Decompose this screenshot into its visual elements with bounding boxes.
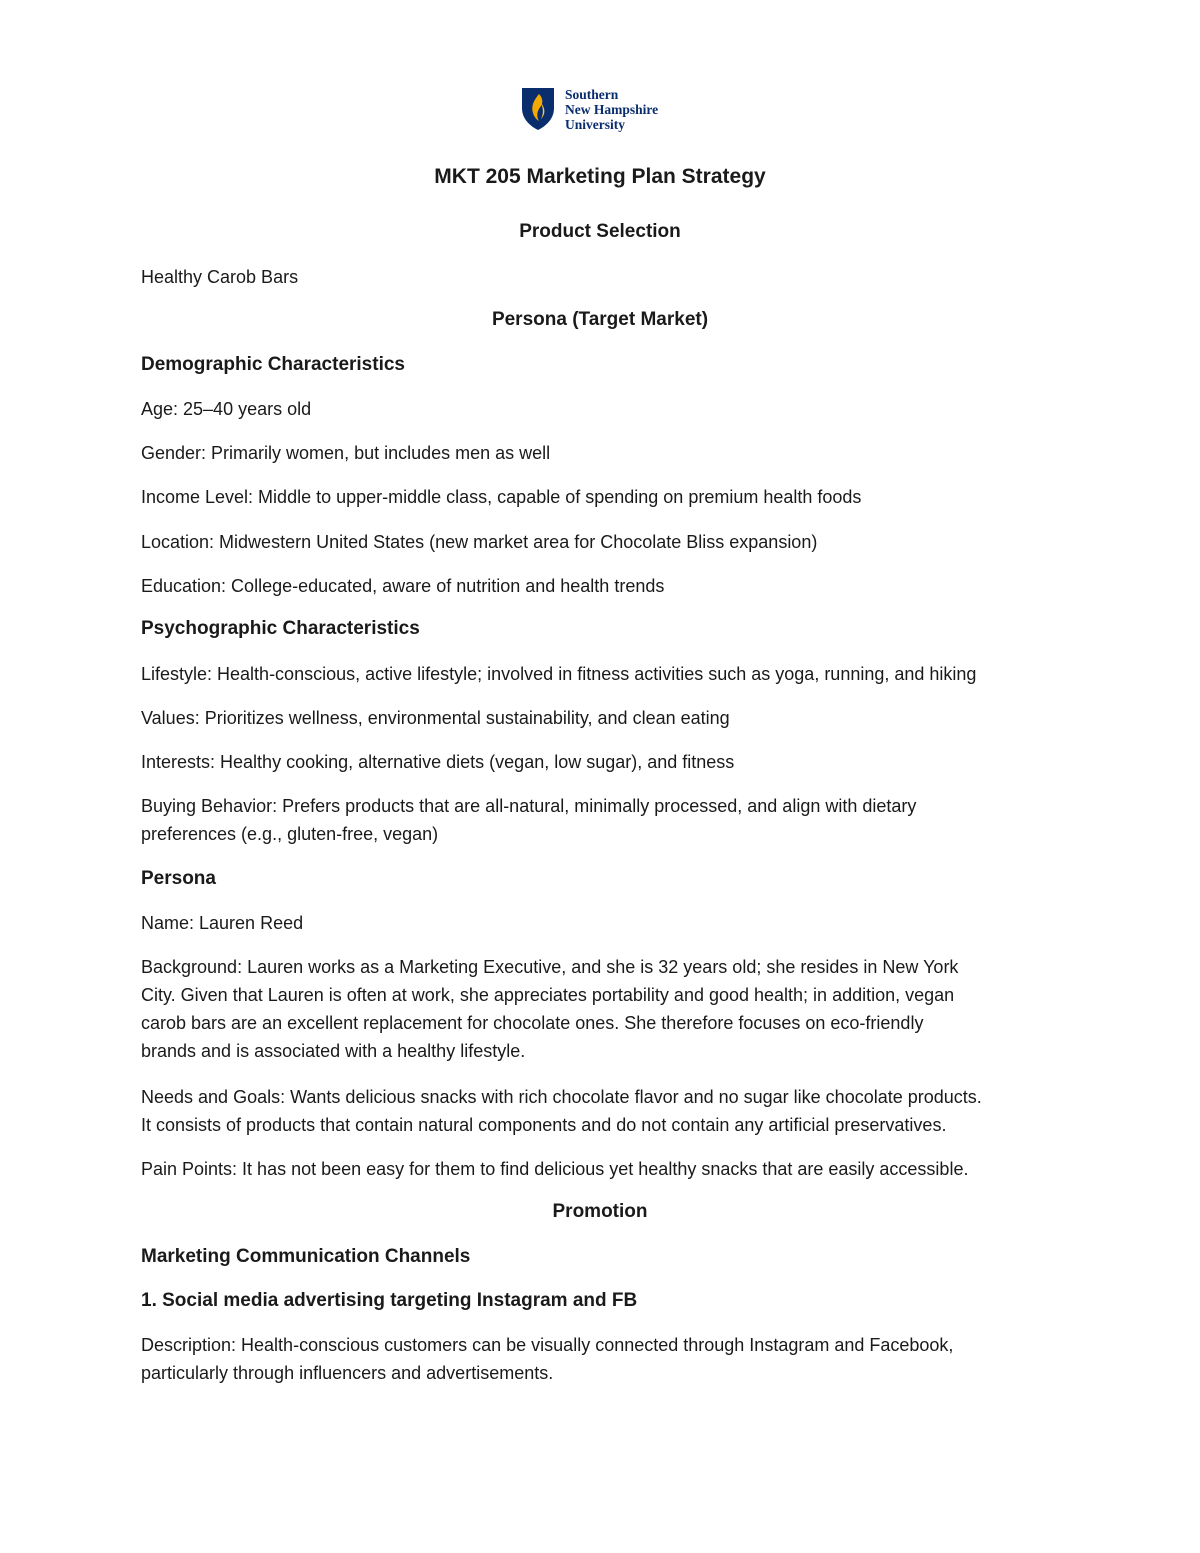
channel-1-desc-line-2: particularly through influencers and advertisements.: [141, 1363, 554, 1383]
promotion-heading: Promotion: [552, 1201, 648, 1222]
demographic-education: Education: College-educated, aware of nutrition and health trends: [141, 576, 665, 596]
needs-line-1: Needs and Goals: Wants delicious snacks with rich chocolate flavor and no sugar like chocolate products.: [141, 1087, 982, 1107]
psychographic-interests: Interests: Healthy cooking, alternative diets (vegan, low sugar), and fitness: [141, 752, 735, 772]
persona-pain-points: Pain Points: It has not been easy for them to find delicious yet healthy snacks that are easily accessible.: [141, 1159, 969, 1179]
persona-name: Name: Lauren Reed: [141, 913, 304, 933]
background-line-2: City. Given that Lauren is often at work, she appreciates portability and good health; in addition, vegan: [141, 985, 955, 1005]
demographic-heading: Demographic Characteristics: [141, 354, 405, 375]
demographic-location: Location: Midwestern United States (new market area for Chocolate Bliss expansion): [141, 532, 818, 552]
persona-target-market-heading: Persona (Target Market): [491, 309, 709, 330]
background-line-1: Background: Lauren works as a Marketing Executive, and she is 32 years old; she resides in New York: [141, 957, 959, 977]
psychographic-lifestyle: Lifestyle: Health-conscious, active lifestyle; involved in fitness activities such as yoga, running, and hiking: [141, 664, 977, 684]
buying-behavior-line-1: Buying Behavior: Prefers products that are all-natural, minimally processed, and align with dietary: [141, 796, 917, 816]
background-line-3: carob bars are an excellent replacement for chocolate ones. She therefore focuses on eco-friendly: [141, 1013, 924, 1033]
psychographic-values: Values: Prioritizes wellness, environmental sustainability, and clean eating: [141, 708, 730, 728]
product-selection-heading: Product Selection: [519, 221, 681, 242]
psychographic-buying-behavior: [141, 792, 1066, 848]
document-title: MKT 205 Marketing Plan Strategy: [434, 165, 766, 188]
demographic-age: Age: 25–40 years old: [141, 399, 312, 419]
logo-line-new-hampshire: New Hampshire: [565, 101, 659, 117]
logo-line-university: University: [565, 116, 625, 132]
needs-line-2: It consists of products that contain natural components and do not contain any artificial preservatives.: [141, 1115, 947, 1135]
persona-background: [141, 953, 1066, 1065]
product-name: Healthy Carob Bars: [141, 267, 299, 287]
channel-1-heading: 1. Social media advertising targeting Instagram and FB: [141, 1290, 638, 1311]
channels-heading: Marketing Communication Channels: [141, 1246, 471, 1267]
psychographic-heading: Psychographic Characteristics: [141, 618, 420, 639]
background-line-4: brands and is associated with a healthy lifestyle.: [141, 1041, 526, 1061]
demographic-income: Income Level: Middle to upper-middle class, capable of spending on premium health foods: [141, 487, 862, 507]
persona-heading: Persona: [141, 868, 216, 889]
persona-needs-goals: [141, 1083, 1066, 1139]
demographic-gender: Gender: Primarily women, but includes men as well: [141, 443, 551, 463]
university-logo: [520, 84, 690, 134]
channel-1-desc-line-1: Description: Health-conscious customers can be visually connected through Instagram and Facebook,: [141, 1335, 954, 1355]
logo-line-southern: Southern: [565, 86, 619, 102]
channel-1-description: [141, 1331, 1066, 1387]
flame-shield-icon: [520, 86, 556, 132]
buying-behavior-line-2: preferences (e.g., gluten-free, vegan): [141, 824, 439, 844]
